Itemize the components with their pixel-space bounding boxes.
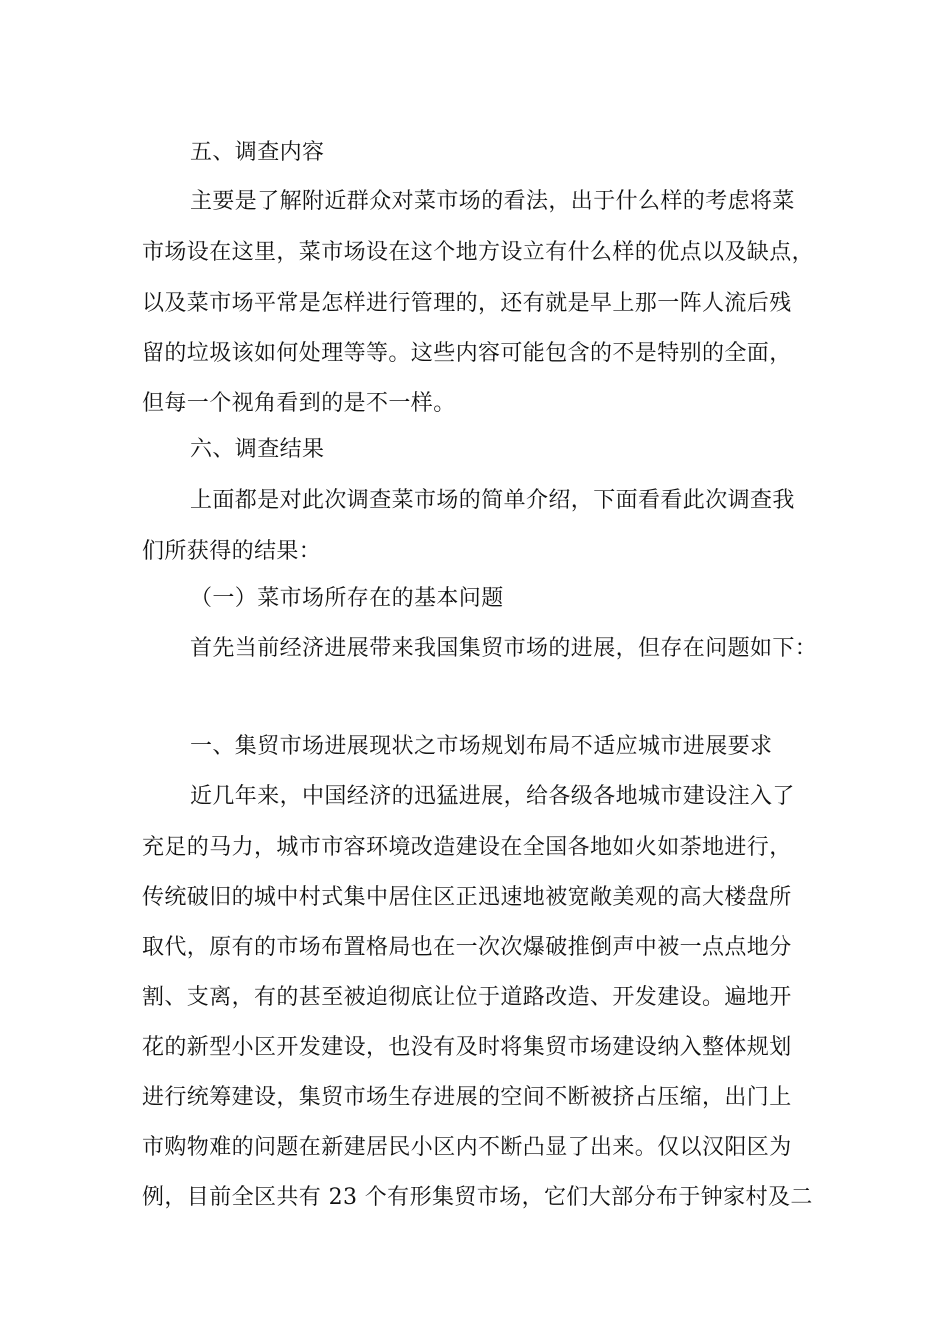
paragraph-line: 但每一个视角看到的是不一样。 (142, 391, 456, 416)
paragraph-line: 进行统筹建设，集贸市场生存进展的空间不断被挤占压缩，出门上 (142, 1085, 792, 1110)
paragraph-line: 上面都是对此次调查菜市场的简单介绍，下面看看此次调查我 (190, 488, 795, 513)
paragraph-line: 近几年来，中国经济的迅猛进展，给各级各地城市建设注入了 (190, 784, 795, 809)
paragraph-line: 取代，原有的市场布置格局也在一次次爆破推倒声中被一点点地分 (142, 935, 792, 960)
part-heading: 一、集贸市场进展现状之市场规划布局不适应城市进展要求 (190, 734, 773, 759)
paragraph-line: 传统破旧的城中村式集中居住区正迅速地被宽敞美观的高大楼盘所 (142, 885, 792, 910)
paragraph-line: 割、支离，有的甚至被迫彻底让位于道路改造、开发建设。遍地开 (142, 985, 792, 1010)
paragraph-line: 们所获得的结果： (142, 539, 322, 564)
paragraph-line: 首先当前经济进展带来我国集贸市场的进展，但存在问题如下： (190, 636, 818, 661)
section-heading: 五、调查内容 (190, 140, 325, 165)
section-heading: 六、调查结果 (190, 437, 325, 462)
paragraph-line: 以及菜市场平常是怎样进行管理的，还有就是早上那一阵人流后残 (142, 291, 792, 316)
paragraph-line: 留的垃圾该如何处理等等。这些内容可能包含的不是特别的全面， (142, 341, 792, 366)
subsection-heading: （一）菜市场所存在的基本问题 (190, 586, 504, 611)
paragraph-line: 市场设在这里，菜市场设在这个地方设立有什么样的优点以及缺点， (142, 240, 815, 265)
paragraph-line: 主要是了解附近群众对菜市场的看法，出于什么样的考虑将菜 (190, 189, 795, 214)
paragraph-line: 市购物难的问题在新建居民小区内不断凸显了出来。仅以汉阳区为 (142, 1135, 792, 1160)
paragraph-line: 花的新型小区开发建设，也没有及时将集贸市场建设纳入整体规划 (142, 1035, 792, 1060)
paragraph-line: 例，目前全区共有 23 个有形集贸市场，它们大部分布于钟家村及二 (142, 1185, 813, 1210)
paragraph-line: 充足的马力，城市市容环境改造建设在全国各地如火如荼地进行， (142, 835, 792, 860)
